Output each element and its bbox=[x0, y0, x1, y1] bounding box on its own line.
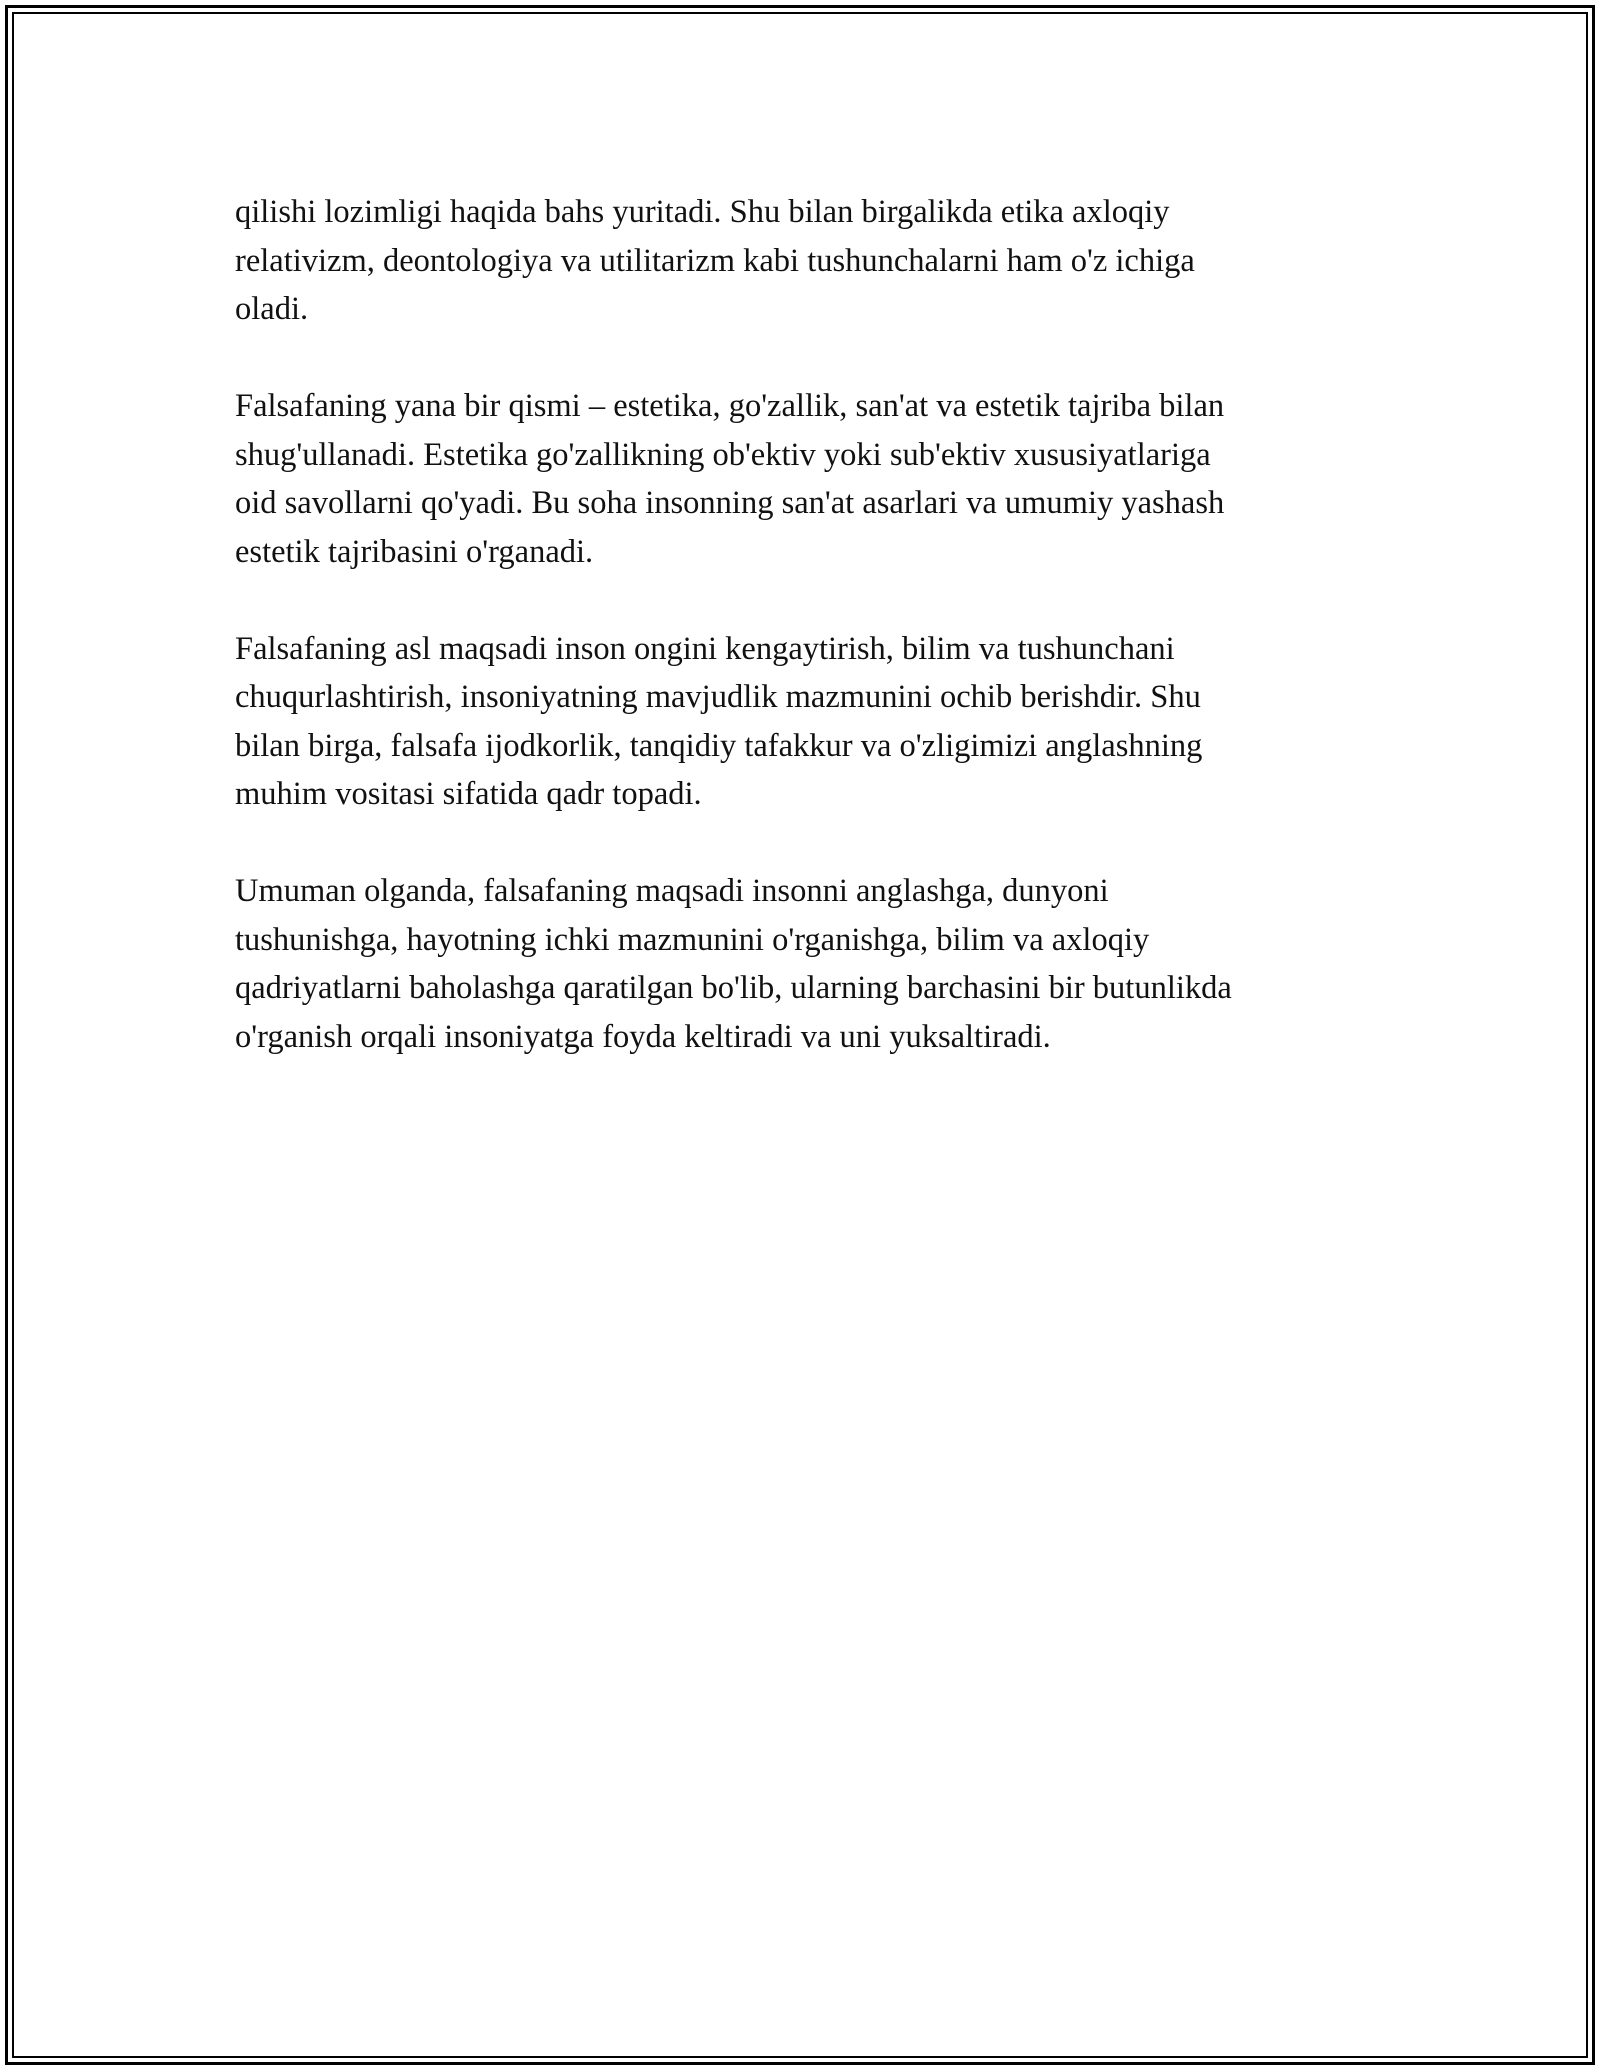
text-line: chuqurlashtirish, insoniyatning mavjudlik mazmunini ochib berishdir. Shu bbox=[235, 679, 1201, 715]
paragraph-purpose bbox=[235, 625, 1385, 819]
paragraph-conclusion bbox=[235, 867, 1385, 1061]
text-line: Falsafaning asl maqsadi inson ongini kengaytirish, bilim va tushunchani bbox=[235, 630, 1175, 667]
text-line: qilishi lozimligi haqida bahs yuritadi. Shu bilan birgalikda etika axloqiy bbox=[235, 194, 1170, 230]
text-line: o'rganish orqali insoniyatga foyda keltiradi va uni yuksaltiradi. bbox=[235, 1018, 1051, 1055]
text-line: tushunishga, hayotning ichki mazmunini o'rganishga, bilim va axloqiy bbox=[235, 921, 1150, 958]
text-line: shug'ullanadi. Estetika go'zallikning ob'ektiv yoki sub'ektiv xususiyatlariga bbox=[235, 436, 1211, 473]
text-line: muhim vositasi sifatida qadr topadi. bbox=[235, 776, 702, 812]
text-line: bilan birga, falsafa ijodkorlik, tanqidiy tafakkur va o'zligimizi anglashning bbox=[235, 727, 1203, 764]
paragraph-ethics bbox=[235, 188, 1385, 334]
document-body bbox=[235, 188, 1385, 1110]
text-line: estetik tajribasini o'rganadi. bbox=[235, 533, 594, 570]
text-line: qadriyatlarni baholashga qaratilgan bo'lib, ularning barchasini bir butunlikda bbox=[235, 970, 1232, 1006]
text-line: relativizm, deontologiya va utilitarizm kabi tushunchalarni ham o'z ichiga bbox=[235, 242, 1195, 279]
text-line: oid savollarni qo'yadi. Bu soha insonning san'at asarlari va umumiy yashash bbox=[235, 485, 1225, 521]
paragraph-aesthetics bbox=[235, 382, 1385, 576]
text-line: Falsafaning yana bir qismi – estetika, go'zallik, san'at va estetik tajriba bilan bbox=[235, 388, 1225, 424]
text-line: oladi. bbox=[235, 291, 309, 327]
text-line: Umuman olganda, falsafaning maqsadi insonni anglashga, dunyoni bbox=[235, 873, 1109, 909]
